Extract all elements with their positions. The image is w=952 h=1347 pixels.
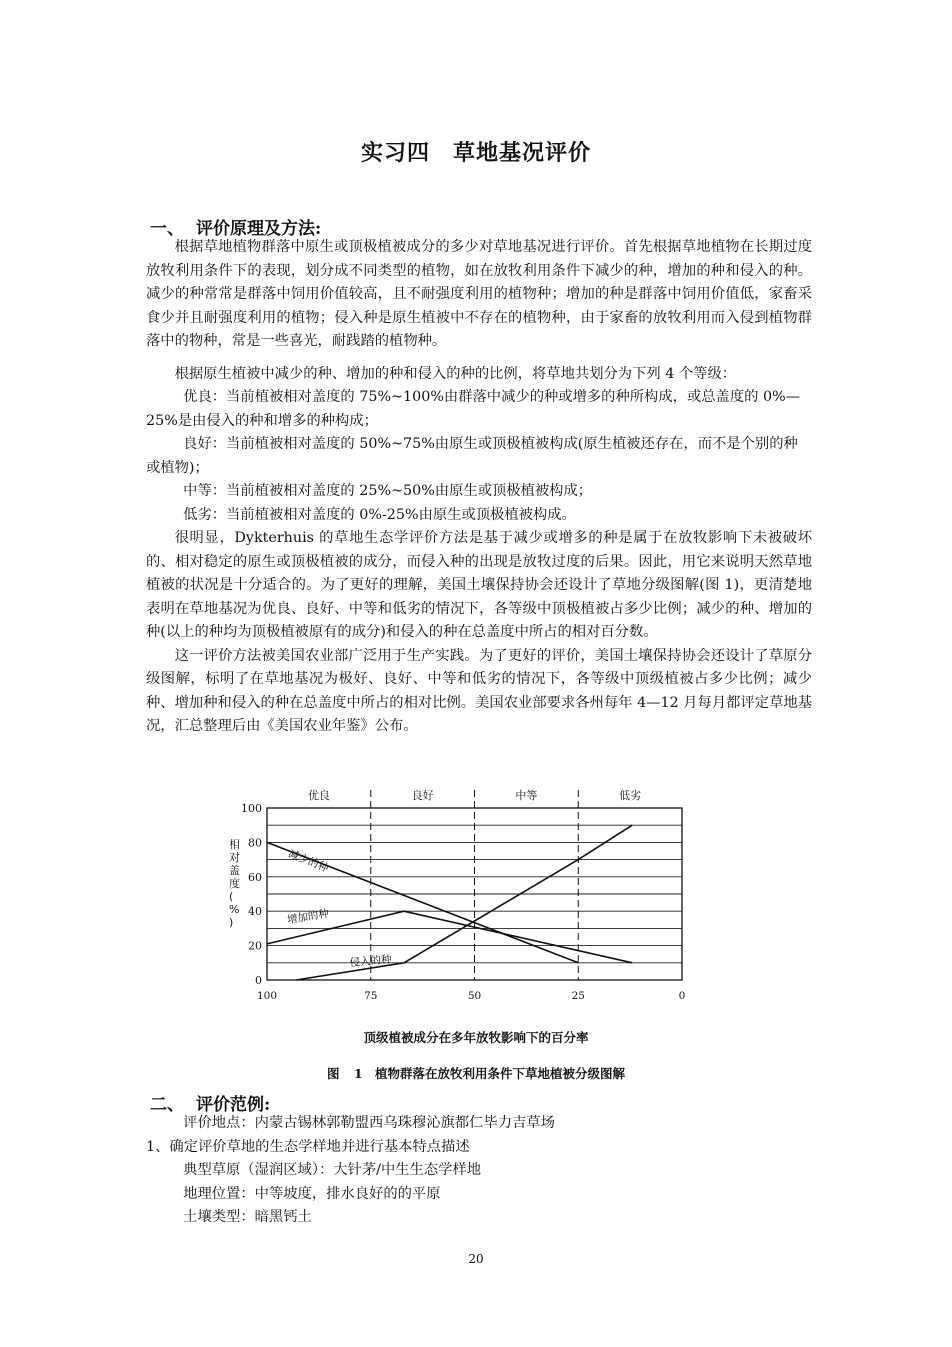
chart-series-label: 侵入的种 xyxy=(349,953,393,970)
section-2-body xyxy=(146,1112,812,1230)
chart-y-tick-label: 60 xyxy=(248,870,262,884)
section-1-body xyxy=(146,236,812,739)
chart-y-axis-label: 相对盖度( % ) xyxy=(229,838,240,929)
chart-zone-label: 良好 xyxy=(411,789,434,802)
paragraph-4: 这一评价方法被美国农业部广泛用于生产实践。为了更好的评价，美国土壤保持协会还设计了草原分级图解，标明了在草地基况为极好、良好、中等和低劣的情况下，各等级中顶级植被占多少比例；减少种、增加种和侵入的种在总盖度中所占的相对比例。美国农业部要求各州每年 4—12 月每月都评定草地基况，汇总整理后由《美国农业年鉴》公布。 xyxy=(146,647,812,734)
soil-type: 土壤类型：暗黑钙土 xyxy=(183,1209,312,1225)
grade-excellent: 优良：当前植被相对盖度的 75%~100%由群落中减少的种或增多的种所构成，或总盖度的 0%—25%是由侵入的种和增多的种构成； xyxy=(146,389,800,429)
section-heading-text: 评价原理及方法: xyxy=(196,219,322,239)
chart-y-tick-label: 20 xyxy=(248,939,262,953)
chart-x-tick-label: 0 xyxy=(678,990,686,1002)
chart-series-label: 增加的种 xyxy=(286,907,330,927)
step-1: 1、确定评价草地的生态学样地并进行基本特点描述 xyxy=(146,1138,470,1155)
chart-y-tick-label: 100 xyxy=(241,802,262,815)
chart-y-tick-label: 80 xyxy=(248,836,262,850)
chart-y-tick-label: 0 xyxy=(255,974,262,987)
chart-y-tick-label: 40 xyxy=(248,905,262,919)
section-heading-text: 评价范例: xyxy=(196,1095,271,1115)
grade-poor: 低劣：当前植被相对盖度的 0%-25%由原生或顶极植被构成。 xyxy=(183,506,576,523)
figure-caption: 图 1 植物群落在放牧利用条件下草地植被分级图解 xyxy=(326,1066,626,1081)
evaluation-location: 评价地点：内蒙古锡林郭勒盟西乌珠穆沁旗都仁毕力吉草场 xyxy=(183,1115,555,1131)
geographic-position: 地理位置：中等坡度，排水良好的的平原 xyxy=(183,1185,441,1202)
chart-x-tick-label: 25 xyxy=(571,990,585,1002)
chart-x-tick-label: 50 xyxy=(467,990,482,1002)
chart-zone-label: 中等 xyxy=(515,789,538,802)
grassland-grade-chart xyxy=(215,780,695,1010)
paragraph-2: 根据原生植被中减少的种、增加的种和侵入的种的比例，将草地共划分为下列 4 个等级： xyxy=(174,365,737,382)
section-number: 一、 xyxy=(150,219,184,239)
chart-x-tick-label: 75 xyxy=(364,990,378,1002)
paragraph-1: 根据草地植物群落中原生或顶极植被成分的多少对草地基况进行评价。首先根据草地植物在长期过度放牧利用条件下的表现，划分成不同类型的植物，如在放牧利用条件下减少的种，增加的种和侵入的种。减少的种常常是群落中饲用价值较高，且不耐强度利用的植物种；增加的种是群落中饲用价值低，家畜采食少并且耐强度利用的植物；侵入种是原生植被中不存在的植物种，由于家畜的放牧利用而入侵到植物群落中的物种，常是一些喜光，耐践踏的植物种。 xyxy=(146,239,812,349)
grade-fair: 中等：当前植被相对盖度的 25%~50%由原生或顶极植被构成； xyxy=(183,483,593,499)
chart-zone-label: 优良 xyxy=(307,789,330,802)
paragraph-3: 很明显，Dykterhuis 的草地生态学评价方法是基于减少或增多的种是属于在放牧影响下未被破坏的、相对稳定的原生或顶极植被的成分，而侵入种的出现是放牧过度的后果。因此，用它来说明天然草地植被的状况是十分适合的。为了更好的理解，美国土壤保持协会还设计了草地分级图解(图 1)，更清楚地表明在草地基况为优良、良好、中等和低劣的情况下，各等级中顶极植被占多少比例；减少的种、增加的种(以上的种均为顶极植被原有的成分)和侵入的种在总盖度中所占的相对百分数。 xyxy=(146,530,812,640)
chart-series-label: 减少的种 xyxy=(286,847,331,875)
chart-x-axis-title: 顶级植被成分在多年放牧影响下的百分率 xyxy=(363,1030,589,1045)
grassland-type: 典型草原（湿润区域）：大针茅/中生生态学样地 xyxy=(183,1162,482,1178)
page-title: 实习四 草地基况评价 xyxy=(360,140,591,166)
chart-x-tick-label: 100 xyxy=(256,990,278,1002)
page-number: 20 xyxy=(468,1252,484,1266)
chart-series-line xyxy=(296,825,632,980)
chart-zone-label: 低劣 xyxy=(619,789,642,802)
grade-good: 良好：当前植被相对盖度的 50%~75%由原生或顶极植被构成(原生植被还存在，而不是个别的种或植物)； xyxy=(146,436,798,476)
section-number: 二、 xyxy=(150,1095,184,1115)
